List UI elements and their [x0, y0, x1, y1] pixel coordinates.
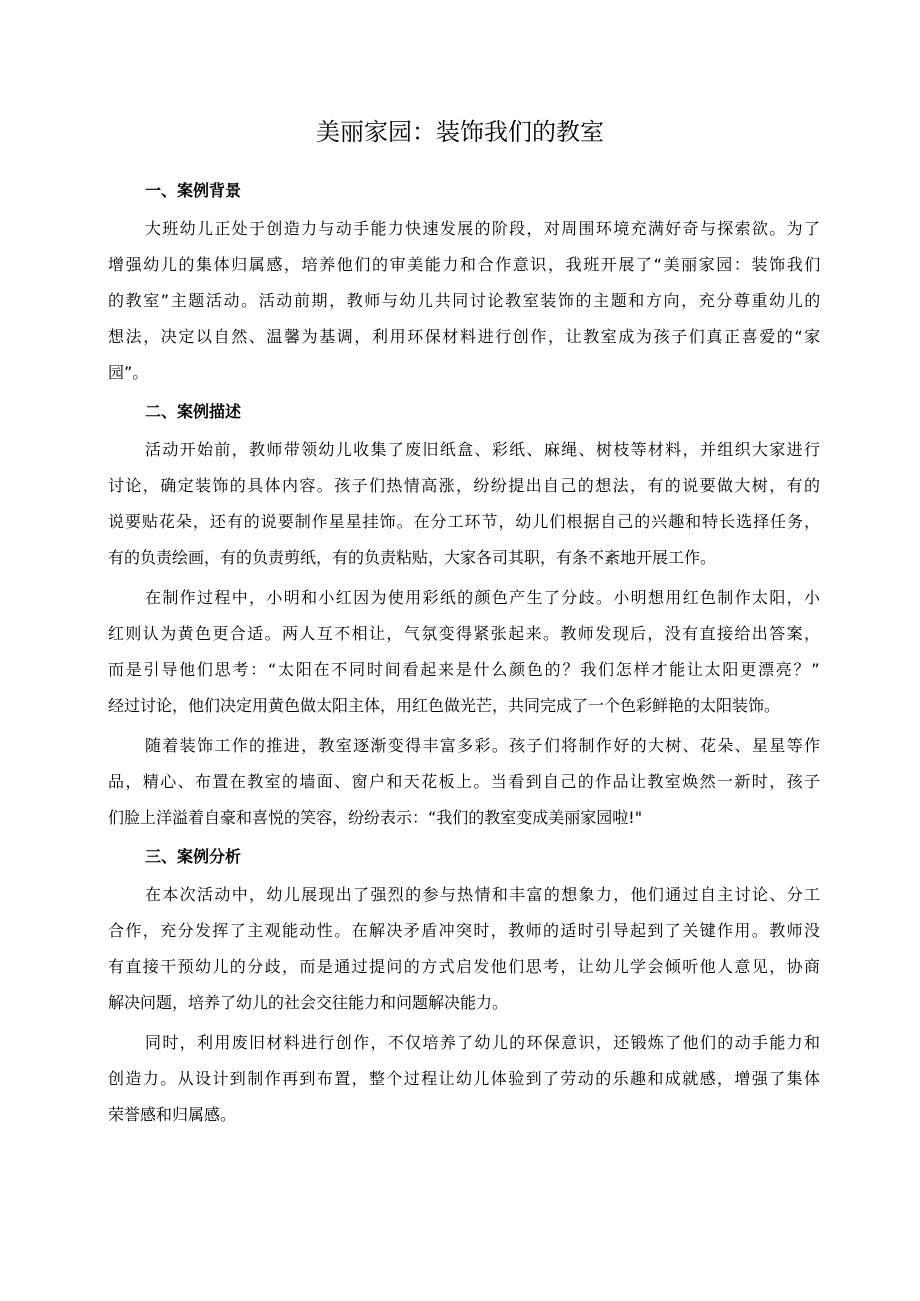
paragraph [108, 1025, 820, 1133]
paragraph-line: 在本次活动中，幼儿展现出了强烈的参与热情和丰富的想象力，他们通过自主讨论、分工 [145, 885, 822, 904]
section-heading: 一、案例背景 [145, 181, 242, 200]
paragraph-line: 创造力。从设计到制作再到布置，整个过程让幼儿体验到了劳动的乐趣和成就感，增强了集体 [108, 1069, 822, 1088]
paragraph-line: 合作，充分发挥了主观能动性。在解决矛盾冲突时，教师的适时引导起到了关键作用。教师没 [108, 921, 822, 940]
paragraph-line: 讨论，确定装饰的具体内容。孩子们热情高涨，纷纷提出自己的想法，有的说要做大树，有的 [108, 476, 822, 495]
paragraph-line: 园”。 [108, 363, 149, 382]
paragraph-line: 增强幼儿的集体归属感，培养他们的审美能力和合作意识，我班开展了“美丽家园：装饰我们 [108, 255, 822, 274]
paragraph-line: 红则认为黄色更合适。两人互不相让，气氛变得紧张起来。教师发现后，没有直接给出答案， [108, 624, 822, 643]
paragraph-line: 有直接干预幼儿的分歧，而是通过提问的方式启发他们思考，让幼儿学会倾听他人意见，协商 [108, 957, 822, 976]
paragraph-line: 同时，利用废旧材料进行创作，不仅培养了幼儿的环保意识，还锻炼了他们的动手能力和 [145, 1033, 822, 1052]
section-heading: 二、案例描述 [145, 402, 242, 421]
paragraph [108, 728, 820, 836]
paragraph [108, 580, 820, 724]
section-heading: 三、案例分析 [145, 847, 242, 866]
document-title: 美丽家园：装饰我们的教室 [316, 118, 604, 146]
paragraph-line: 而是引导他们思考：“太阳在不同时间看起来是什么颜色的？我们怎样才能让太阳更漂亮？” [108, 660, 822, 679]
paragraph-line: 随着装饰工作的推进，教室逐渐变得丰富多彩。孩子们将制作好的大树、花朵、星星等作 [145, 736, 822, 755]
paragraph-line: 解决问题，培养了幼儿的社会交往能力和问题解决能力。 [108, 993, 509, 1012]
paragraph [108, 211, 820, 391]
paragraph-line: 有的负责绘画，有的负责剪纸，有的负责粘贴，大家各司其职，有条不紊地开展工作。 [108, 548, 717, 567]
paragraph-line: 们脸上洋溢着自豪和喜悦的笑容，纷纷表示：“我们的教室变成美丽家园啦!" [108, 808, 643, 827]
paragraph-line: 大班幼儿正处于创造力与动手能力快速发展的阶段，对周围环境充满好奇与探索欲。为了 [145, 219, 822, 238]
paragraph [108, 877, 820, 1021]
paragraph-line: 说要贴花朵，还有的说要制作星星挂饰。在分工环节，幼儿们根据自己的兴趣和特长选择任务， [108, 512, 821, 531]
paragraph-line: 在制作过程中，小明和小红因为使用彩纸的颜色产生了分歧。小明想用红色制作太阳，小 [145, 588, 822, 607]
paragraph-line: 想法，决定以自然、温馨为基调，利用环保材料进行创作，让教室成为孩子们真正喜爱的“家 [108, 327, 822, 346]
document-body [108, 174, 820, 1137]
paragraph-line: 荣誉感和归属感。 [108, 1105, 237, 1124]
paragraph-line: 经过讨论，他们决定用黄色做太阳主体，用红色做光芒，共同完成了一个色彩鲜艳的太阳装饰。 [108, 696, 781, 715]
paragraph-line: 的教室”主题活动。活动前期，教师与幼儿共同讨论教室装饰的主题和方向，充分尊重幼儿的 [108, 291, 822, 310]
paragraph [108, 432, 820, 576]
paragraph-line: 品，精心、布置在教室的墙面、窗户和天花板上。当看到自己的作品让教室焕然一新时，孩子 [108, 772, 822, 791]
paragraph-line: 活动开始前，教师带领幼儿收集了废旧纸盒、彩纸、麻绳、树枝等材料，并组织大家进行 [145, 440, 822, 459]
